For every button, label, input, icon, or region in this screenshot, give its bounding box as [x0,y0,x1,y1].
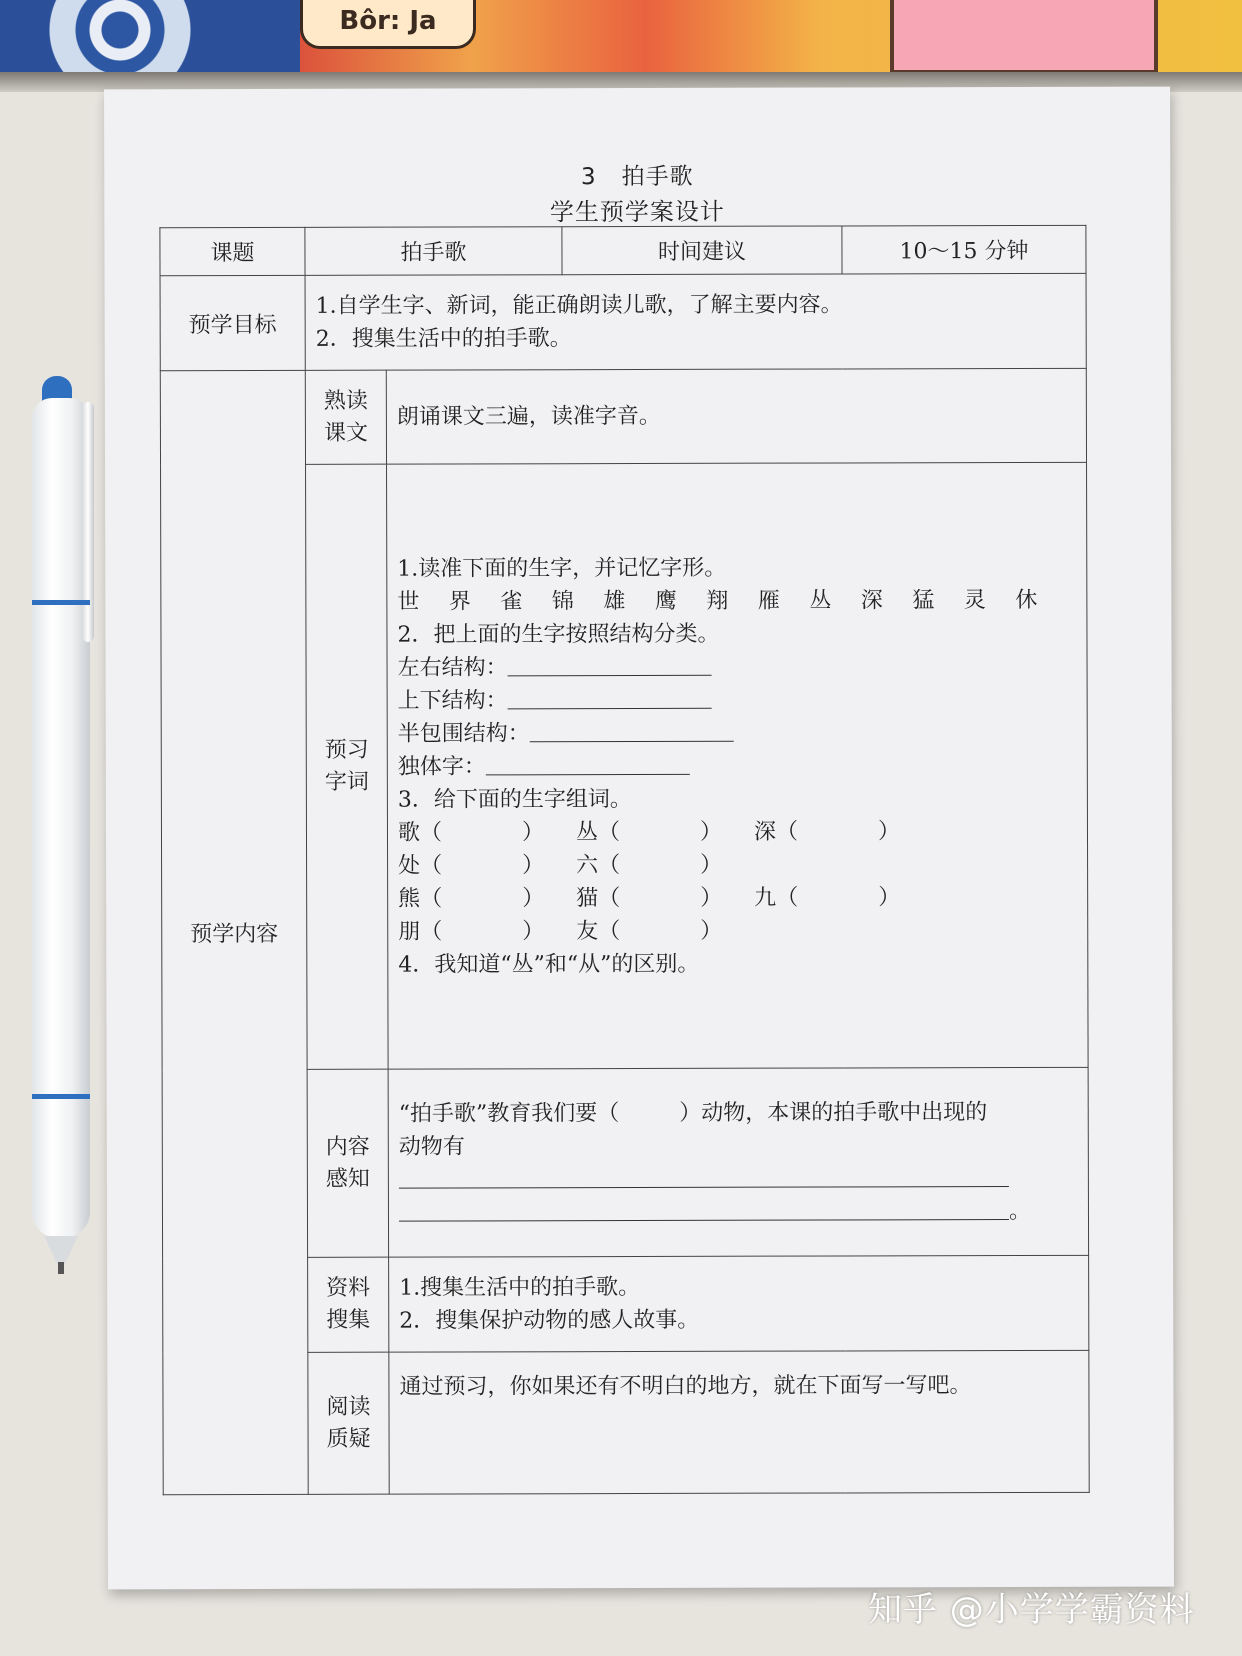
collect-label: 资料 搜集 [308,1257,389,1352]
time-label: 时间建议 [562,226,842,275]
background-book [0,0,1242,92]
answer-blank[interactable] [399,1164,1009,1189]
word-group-row: 朋（ ） 友（ ） [398,918,723,945]
table-row [160,225,1086,275]
preview-plan-table [159,225,1089,1495]
word-group-row: 歌（ ） 丛（ ） 深（ ） [397,818,901,846]
words-label: 预习 字词 [306,464,389,1069]
question-3: 3．给下面的生字组词。 [397,786,632,813]
table-row [160,368,1086,464]
answer-blank[interactable] [508,685,712,709]
pen-band [32,1094,90,1099]
goal-content: 1.自学生字、新词，能正确朗读儿歌，了解主要内容。 2．搜集生活中的拍手歌。 [305,273,1086,370]
question-label: 阅读 质疑 [308,1352,389,1494]
perceive-content: “拍手歌”教育我们要（ ）动物，本课的拍手歌中出现的 动物有 。 [388,1067,1089,1257]
time-value: 10～15 分钟 [842,225,1086,274]
worksheet-paper [104,87,1174,1590]
decorative-pink-box [890,0,1158,74]
decorative-plate-illustration [0,0,300,78]
word-group-row: 熊（ ） 猫（ ） 九（ ） [398,884,901,912]
structure-half-enclosed: 半包围结构： [398,715,1079,750]
pen-band [32,600,90,605]
perceive-label: 内容 感知 [307,1069,388,1257]
question-content: 通过预习，你如果还有不明白的地方，就在下面写一写吧。 [389,1350,1089,1494]
topic-label: 课题 [160,227,305,275]
read-content: 朗诵课文三遍，读准字音。 [386,368,1086,464]
watermark: 知乎 @小学学霸资料 [868,1590,1195,1630]
answer-blank[interactable] [530,718,734,742]
structure-single: 独体字： [398,748,1079,783]
structure-left-right: 左右结构： [398,649,1079,684]
pen-point [58,1262,64,1274]
question-1: 1.读准下面的生字，并记忆字形。 [397,555,727,582]
worksheet-subtitle: 学生预学案设计 [549,197,725,227]
topic-value: 拍手歌 [305,227,562,276]
pen-clip [82,402,94,642]
words-content [387,462,1089,1069]
table-row [160,273,1086,370]
answer-blank[interactable] [399,1197,1009,1222]
read-label: 熟读 课文 [305,370,386,464]
answer-blank[interactable] [508,652,712,676]
question-2: 2．把上面的生字按照结构分类。 [397,621,720,648]
book-sign: Bôr: Ja [300,0,476,49]
goal-label: 预学目标 [160,275,305,370]
character-list: 世 界 雀 锦 雄 鹰 翔 雁 丛 深 猛 灵 休 [397,587,1038,615]
answer-blank[interactable] [486,751,690,775]
word-group-row: 处（ ） 六（ ） [398,852,723,879]
worksheet-title: 3 拍手歌 [580,163,694,191]
structure-top-bottom: 上下结构： [398,682,1079,717]
content-label: 预学内容 [160,370,308,1494]
collect-content: 1.搜集生活中的拍手歌。 2．搜集保护动物的感人故事。 [389,1255,1089,1352]
question-4: 4．我知道“丛”和“从”的区别。 [398,951,700,978]
